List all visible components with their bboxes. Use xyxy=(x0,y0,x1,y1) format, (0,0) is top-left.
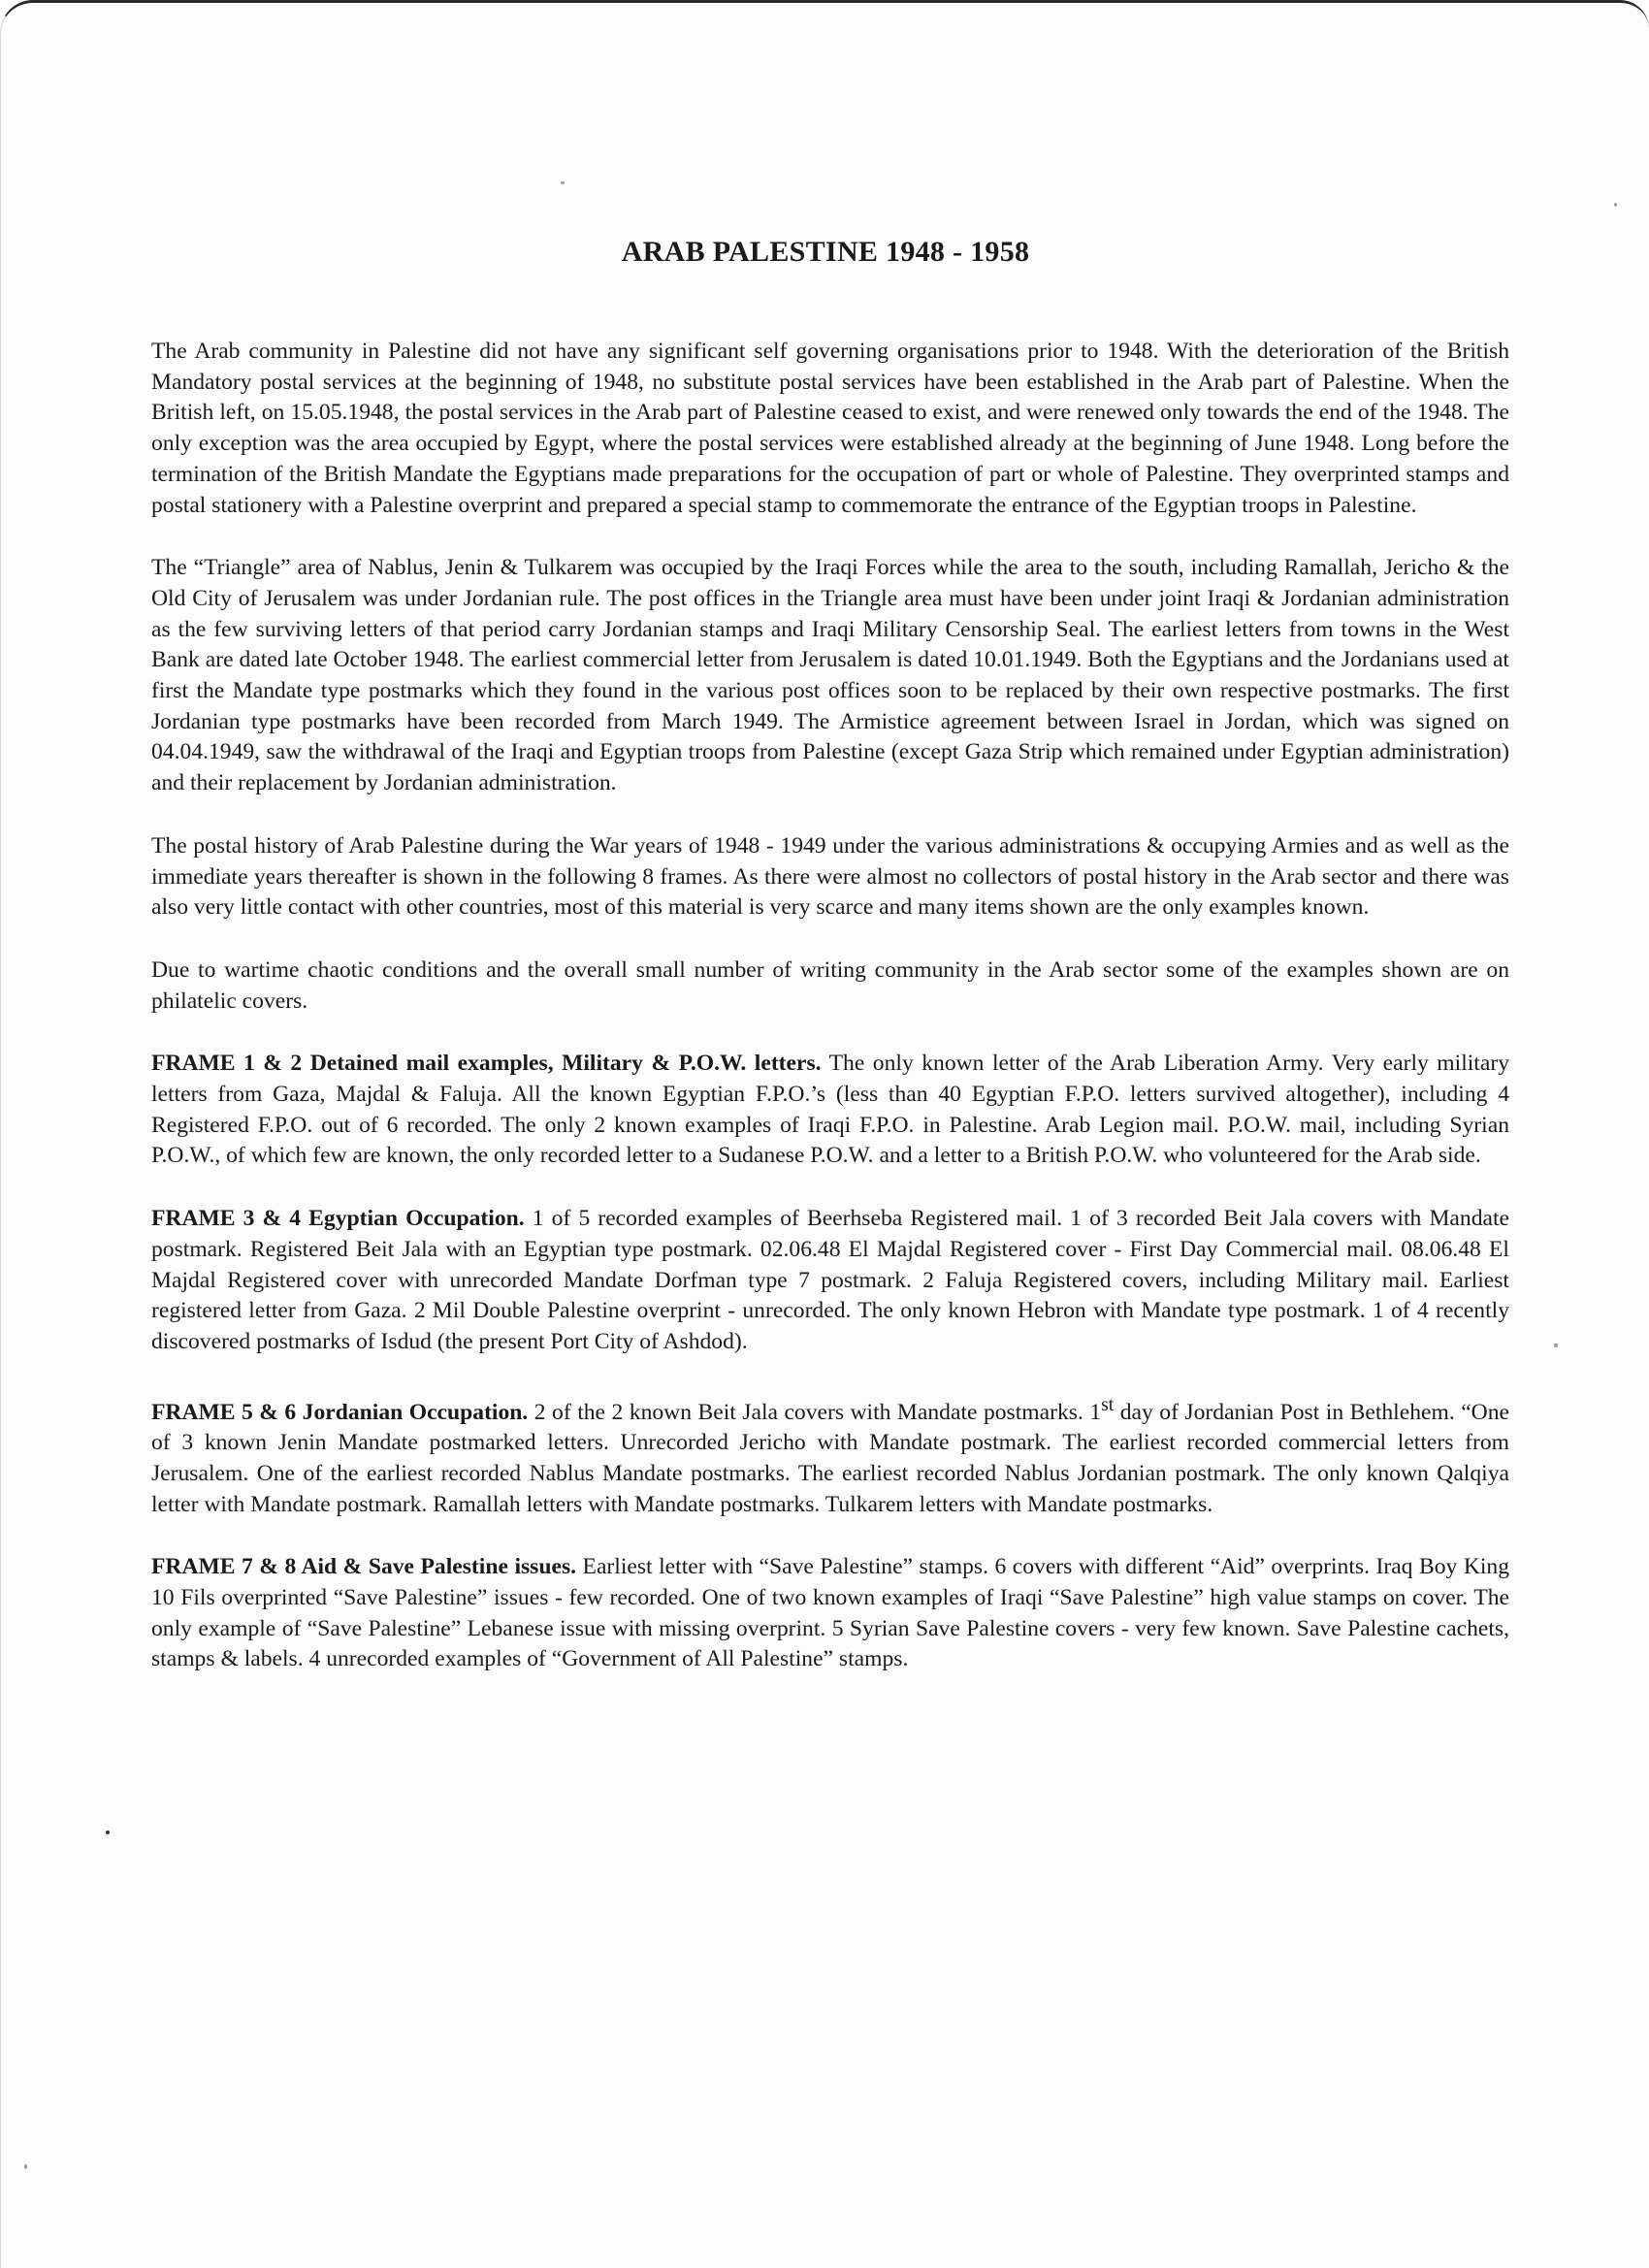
ordinal-suffix: st xyxy=(1101,1393,1115,1415)
scan-speck xyxy=(24,2164,27,2169)
frame-1-2-text: The only known letter of the Arab Liberation Army. Very early military letters from Gaza, Majdal & Faluja. All the known Egyptian F.P.O.’s (less than 40 Egyptian F.P.O. letters survived altogether), including 4 Registered F.P.O. out of 6 recorded. The only 2 known examples of Iraqi F.P.O. in Palestine. Arab Legion mail. P.O.W. mail, including Syrian P.O.W., of which few are known, the only recorded letter to a Sudanese P.O.W. and a letter to a British P.O.W. who volunteered for the Arab side. xyxy=(151,1051,1509,1169)
frame-7-8-text: Earliest letter with “Save Palestine” stamps. 6 covers with different “Aid” overprints. Iraq Boy King 10 Fils overprinted “Save Palestine” issues - few recorded. One of two known examples of Iraqi “Save Palestine” high value stamps on cover. The only example of “Save Palestine” Lebanese issue with missing overprint. 5 Syrian Save Palestine covers - very few known. Save Palestine cachets, stamps & labels. 4 unrecorded examples of “Government of All Palestine” stamps. xyxy=(151,1554,1510,1672)
intro-paragraph-1: The Arab community in Palestine did not have any significant self governing organisations prior to 1948. With the deterioration of the British Mandatory postal services at the beginning of 1948, no substitute postal services have been established in the Arab part of Palestine. When the British left, on 15.05.1948, the postal services in the Arab part of Palestine ceased to exist, and were renewed only towards the end of the 1948. The only exception was the area occupied by Egypt, where the postal services were established already at the beginning of June 1948. Long before the termination of the British Mandate the Egyptians made preparations for the occupation of part or whole of Palestine. They overprinted stamps and postal stationery with a Palestine overprint and prepared a special stamp to commemorate the entrance of the Egyptian troops in Palestine. xyxy=(151,339,1509,518)
frame-3-4-paragraph xyxy=(151,1204,1509,1358)
frame-7-8-paragraph xyxy=(151,1552,1509,1675)
intro-paragraph-3: The postal history of Arab Palestine during the War years of 1948 - 1949 under the various administrations & occupying Armies and as well as the immediate years thereafter is shown in the following 8 frames. As there were almost no collectors of postal history in the Arab sector and there was also very little contact with other countries, most of this material is very scarce and many items shown are the only examples known. xyxy=(151,832,1509,921)
scan-speck xyxy=(1614,203,1617,207)
frame-3-4-text: 1 of 5 recorded examples of Beerhseba Registered mail. 1 of 3 recorded Beit Jala covers with Mandate postmark. Registered Beit Jala with an Egyptian type postmark. 02.06.48 El Majdal Registered cover - First Day Commercial mail. 08.06.48 El Majdal Registered cover with unrecorded Mandate Dorfman type 7 postmark. 2 Faluja Registered covers, including Military mail. Earliest registered letter from Gaza. 2 Mil Double Palestine overprint - unrecorded. The only known Hebron with Mandate type postmark. 1 of 4 recently discovered postmarks of Isdud (the present Port City of Ashdod). xyxy=(151,1206,1509,1354)
frame-5-6-text-start: 2 of the 2 known Beit Jala covers with Mandate postmarks. 1 xyxy=(528,1399,1102,1425)
intro-paragraph-4: Due to wartime chaotic conditions and the overall small number of writing community in the Arab sector some of the examples shown are on philatelic covers. xyxy=(151,956,1509,1014)
frame-1-2-paragraph xyxy=(151,1049,1509,1172)
intro-paragraph-2: The “Triangle” area of Nablus, Jenin & Tulkarem was occupied by the Iraqi Forces while the area to the south, including Ramallah, Jericho & the Old City of Jerusalem was under Jordanian rule. The post offices in the Triangle area must have been under joint Iraqi & Jordanian administration as the few surviving letters of that period carry Jordanian stamps and Iraqi Military Censorship Seal. The earliest letters from towns in the West Bank are dated late October 1948. The earliest commercial letter from Jerusalem is dated 10.01.1949. Both the Egyptians and the Jordanians used at first the Mandate type postmarks which they found in the various post offices soon to be replaced by their own respective postmarks. The first Jordanian type postmarks have been recorded from March 1949. The Armistice agreement between Israel in Jordan, which was signed on 04.04.1949, saw the withdrawal of the Iraqi and Egyptian troops from Palestine (except Gaza Strip which remained under Egyptian administration) and their replacement by Jordanian administration. xyxy=(151,555,1509,796)
frame-5-6-text-end: day of Jordanian Post in Bethlehem. “One of 3 known Jenin Mandate postmarked letters. Unrecorded Jericho with Mandate postmark. The earliest recorded commercial letters from Jerusalem. One of the earliest recorded Nablus Mandate postmarks. The earliest recorded Nablus Jordanian postmark. The only known Qalqiya letter with Mandate postmark. Ramallah letters with Mandate postmarks. Tulkarem letters with Mandate postmarks. xyxy=(151,1399,1509,1517)
scan-speck xyxy=(1554,1344,1558,1347)
document-body xyxy=(151,337,1509,1707)
frame-3-4-heading: FRAME 3 & 4 Egyptian Occupation. xyxy=(151,1206,525,1232)
scan-speck xyxy=(561,181,565,184)
frame-5-6-heading: FRAME 5 & 6 Jordanian Occupation. xyxy=(151,1399,529,1425)
frame-7-8-heading: FRAME 7 & 8 Aid & Save Palestine issues. xyxy=(151,1554,577,1580)
page-title: ARAB PALESTINE 1948 - 1958 xyxy=(621,236,1030,268)
frame-1-2-heading: FRAME 1 & 2 Detained mail examples, Military & P.O.W. letters. xyxy=(151,1051,822,1077)
frame-5-6-paragraph xyxy=(151,1390,1509,1521)
scan-speck xyxy=(106,1831,110,1834)
